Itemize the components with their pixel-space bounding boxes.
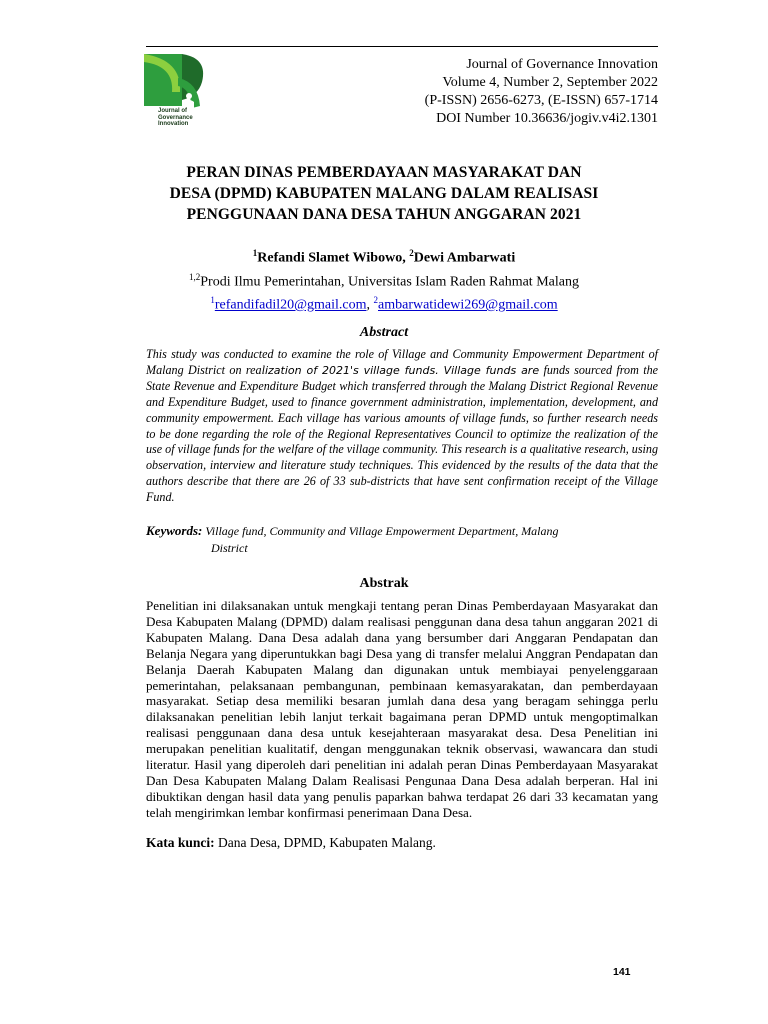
logo-caption-line: Journal of — [158, 108, 188, 114]
journal-issn: (P-ISSN) 2656-6273, (E-ISSN) 657-1714 — [424, 93, 658, 108]
article-title — [100, 162, 668, 225]
email-superscript: 2 — [373, 295, 378, 306]
author-1: Refandi Slamet Wibowo, — [257, 250, 410, 266]
abstract-text-part: ization of 2021's village funds. Village funds are — [264, 363, 540, 377]
title-line: DESA (DPMD) KABUPATEN MALANG DALAM REALISASI — [169, 185, 599, 202]
keywords — [146, 522, 658, 557]
kata-kunci-label: Kata kunci: — [146, 835, 215, 850]
email-link-1[interactable]: refandifadil20@gmail.com — [214, 297, 367, 313]
abstract-text-part: This study was conducted to examine the role of Village and Community Empowerment Department of Malang District on real — [146, 347, 658, 377]
journal-info — [425, 56, 658, 128]
page-number: 141 — [613, 966, 631, 978]
author-superscript: 1 — [252, 248, 258, 258]
title-line: PERAN DINAS PEMBERDAYAAN MASYARAKAT DAN — [186, 164, 582, 181]
author-block — [100, 244, 668, 315]
author-2: Dewi Ambarwati — [413, 250, 516, 266]
header-rule — [146, 46, 658, 47]
affiliation-superscript: 1,2 — [189, 271, 201, 282]
title-line: PENGGUNAAN DANA DESA TAHUN ANGGARAN 2021 — [186, 206, 582, 223]
email-separator: , — [366, 297, 374, 313]
affiliation — [100, 268, 668, 292]
logo-caption-line: Governance — [158, 114, 193, 121]
keywords-continuation: District — [211, 541, 248, 555]
journal-doi: DOI Number 10.36636/jogiv.v4i2.1301 — [436, 111, 658, 126]
abstract-heading: Abstract — [359, 325, 409, 340]
keywords-value: Village fund, Community and Village Empowerment Department, Malang — [202, 524, 559, 538]
journal-name: Journal of Governance Innovation — [466, 57, 658, 72]
emails — [100, 291, 668, 315]
journal-volume: Volume 4, Number 2, September 2022 — [442, 75, 658, 90]
logo-caption-line: Innovation — [158, 121, 189, 127]
kata-kunci — [146, 834, 658, 852]
email-link-2[interactable]: ambarwatidewi269@gmail.com — [378, 297, 558, 313]
email-superscript: 1 — [210, 295, 215, 306]
kata-kunci-value: Dana Desa, DPMD, Kabupaten Malang. — [214, 835, 436, 850]
abstract-text — [146, 347, 658, 506]
author-superscript: 2 — [409, 248, 414, 258]
author-names — [100, 244, 668, 268]
logo-caption — [158, 108, 193, 128]
abstract-text-part: funds sourced from the State Revenue and Expenditure Budget which transferred through the Malang District Regional Revenue and Expenditure Budget, used to finance government administration, implementation, development, and community empowerment. Each village has various amounts of village funds, so further research needs to be done regarding the role of the Regional Representatives Council to optimize the realization of the use of village funds for the welfare of the village community. This research is a qualitative research, using observation, interview and literature study techniques. This evidenced by the results of the data that the authors describe that there are 26 of 33 sub-districts that have sent confirmation receipt of the Village Fund. — [146, 362, 659, 505]
abstrak-text: Penelitian ini dilaksanakan untuk mengkaji tentang peran Dinas Pemberdayaan Masyarakat dan Desa Kabupaten Malang (DPMD) dalam realisasi penggunan dana desa tahun anggaran 2021 di Kabupaten Malang. Dana Desa adalah dana yang bersumber dari Anggaran Pendapatan dan Belanja Negara yang diperuntukkan bagi Desa yang di transfer melalui Anggran Pendapatan dan Belanja Daerah Kabupaten Malang dan digunakan untuk membiayai penyelenggaraan pemerintahan, pelaksanaan pembangunan, pembinaan kemasyarakatan, dan pemberdayaan masyarakat. Setiap desa memiliki besaran jumlah dana desa yang beragam sehingga perlu dilaksanakan penelitian lebih lanjut terkait bagaimana peran DPMD untuk mengoptimalkan realisasi penggunaan dana desa untuk kesejahteraan masyarakat desa. Desa Penelitian ini merupakan penelitian kualitatif, dengan menggunakan teknik observasi, wawancara dan studi literatur. Hasil yang diperoleh dari penelitian ini adalah peran Dinas Pemberdayaan Masyarakat Dan Desa Kabupaten Malang Dalam Realisasi Pengunaa Dana Desa adalah berperan. Hal ini dibuktikan dengan hasil data yang penulis paparkan bahwa terdapat 26 dari 33 kecamatan yang telah mengirimkan lembar konfirmasi penerimaan Dana Desa. — [146, 598, 658, 820]
affiliation-text: Prodi Ilmu Pemerintahan, Universitas Islam Raden Rahmat Malang — [200, 274, 579, 290]
keywords-label: Keywords: — [146, 523, 203, 538]
abstrak-heading: Abstrak — [359, 576, 409, 591]
